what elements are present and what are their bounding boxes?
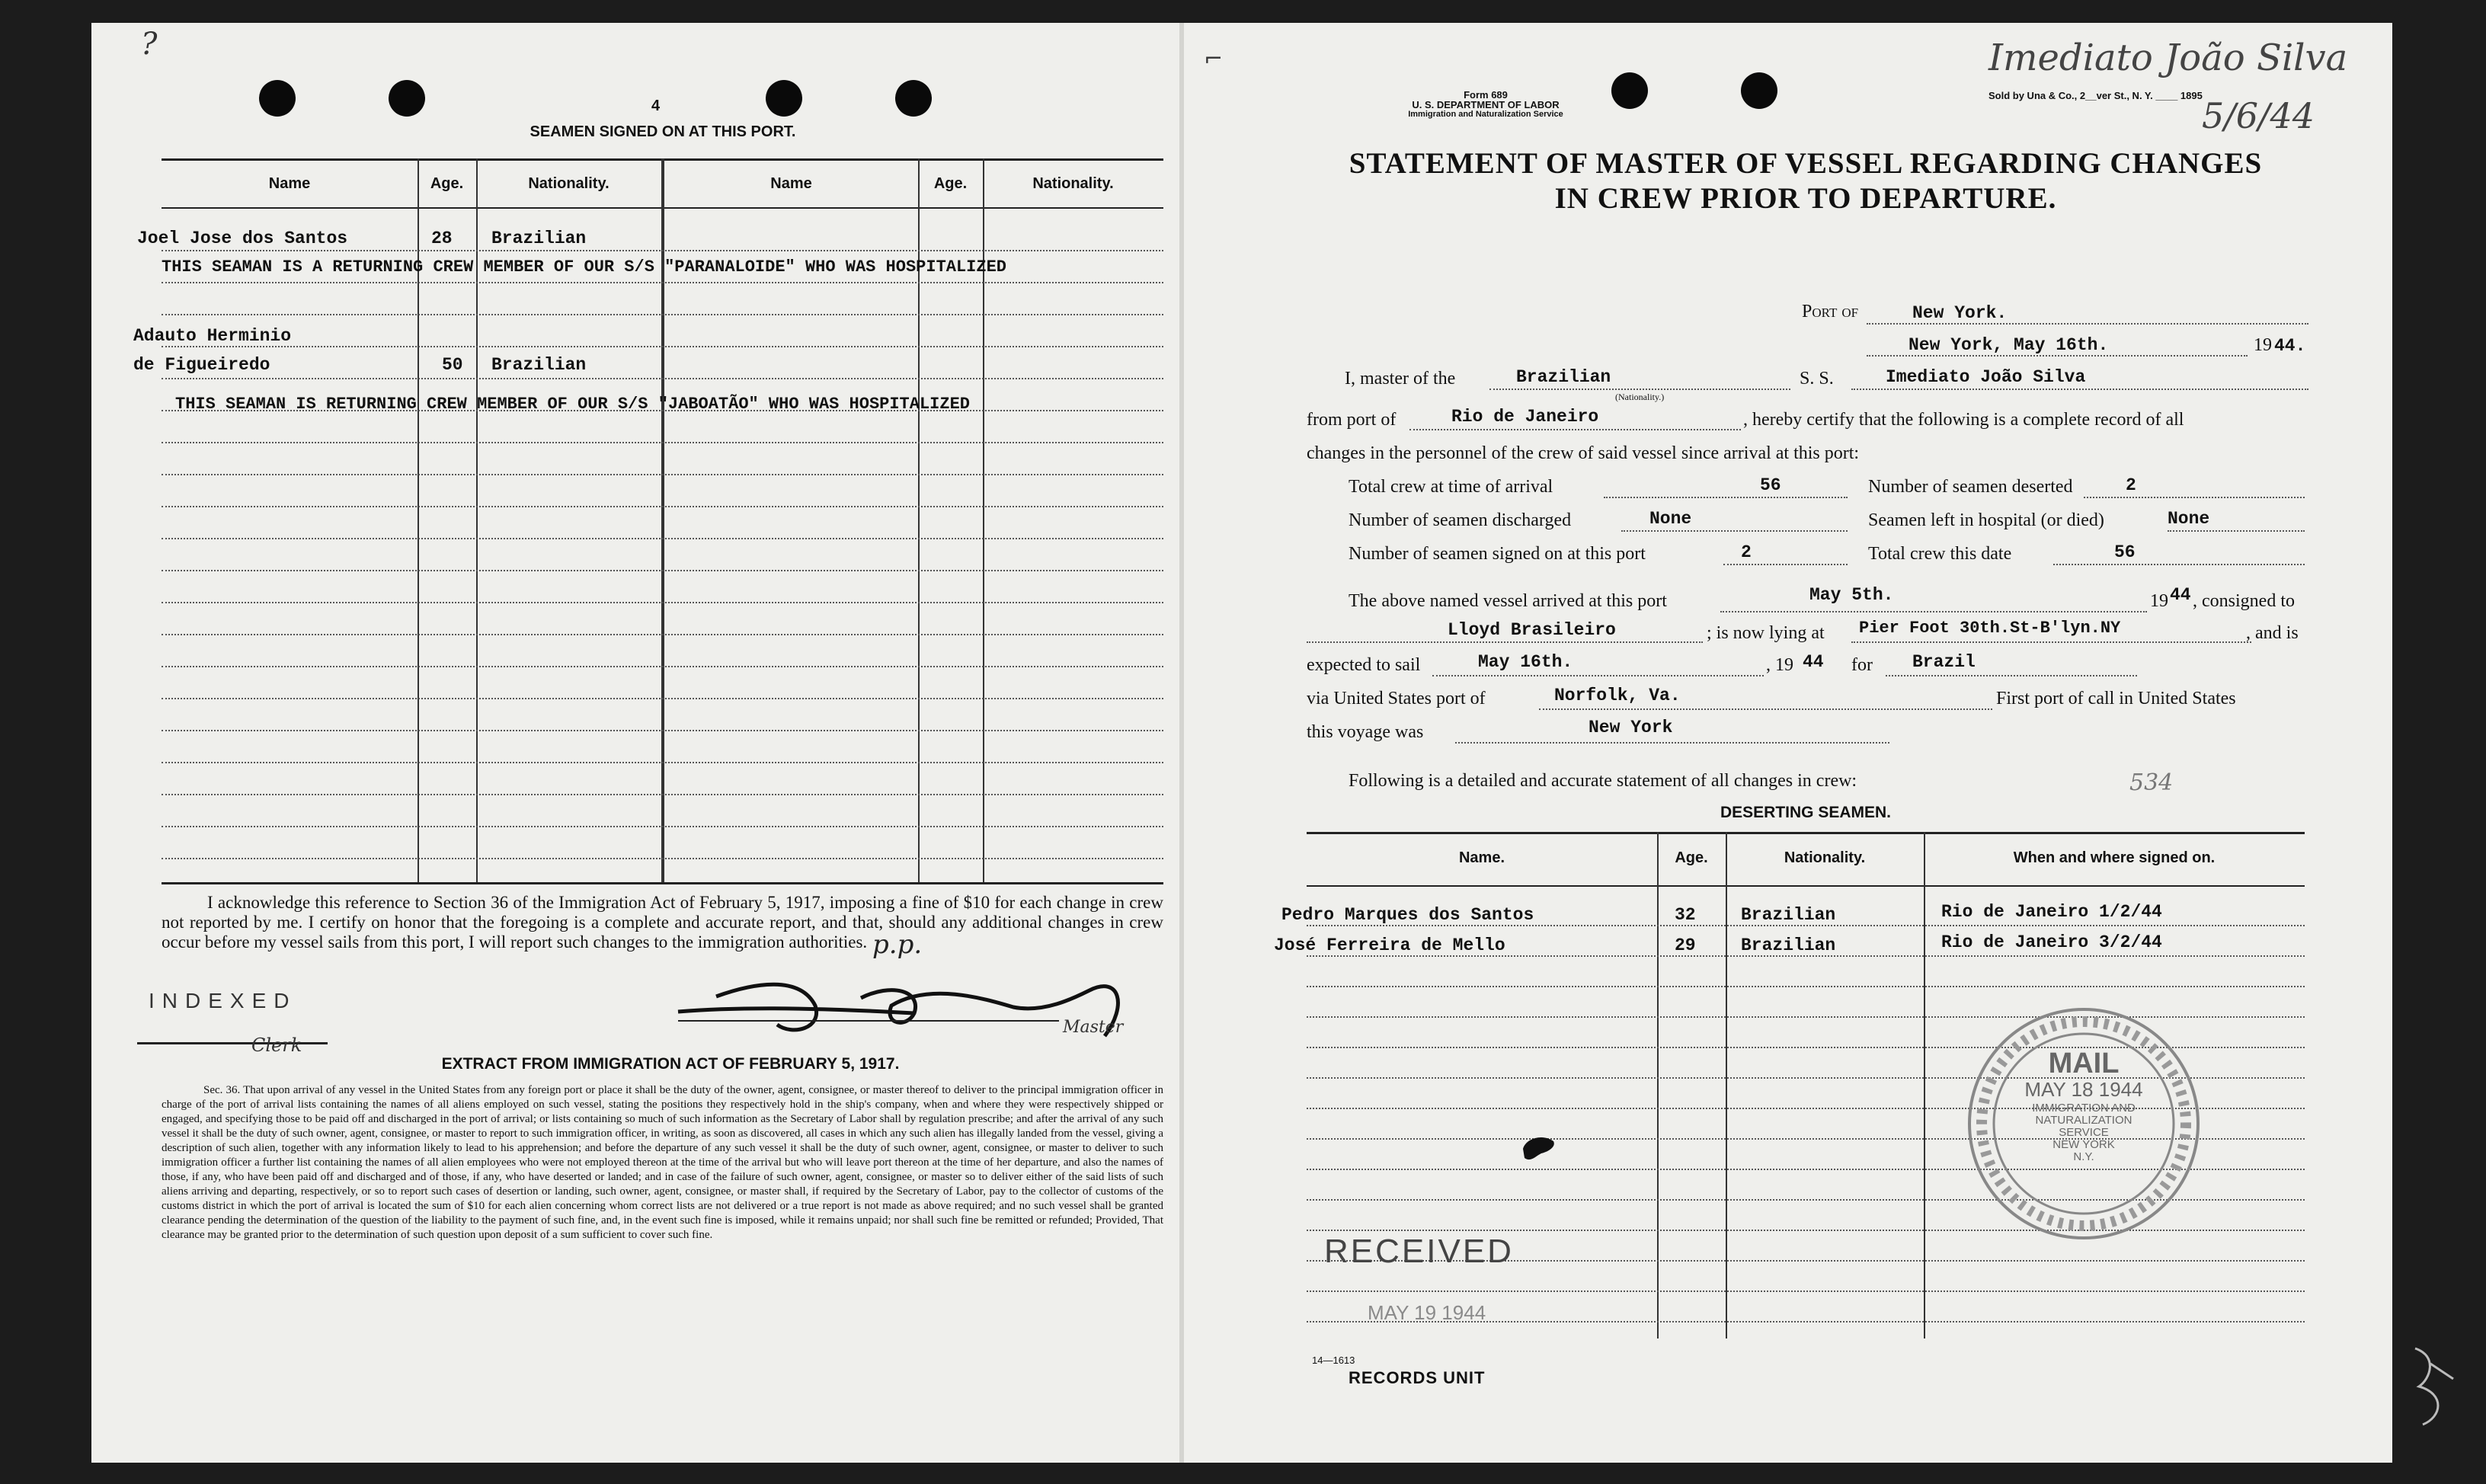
voyage-value: New York — [1589, 718, 1673, 737]
signed-on-note: THIS SEAMAN IS A RETURNING CREW MEMBER OF OUR S/S "PARANALOIDE" WHO WAS HOSPITALIZED — [162, 257, 1006, 277]
signed-on-nationality: Brazilian — [491, 229, 587, 248]
form-header — [1379, 90, 1592, 120]
col-header-age: Age. — [430, 175, 464, 192]
handwritten-date: 5/6/44 — [2202, 95, 2315, 136]
deserter-age: 32 — [1675, 905, 1696, 925]
section-title: SEAMEN SIGNED ON AT THIS PORT. — [530, 123, 796, 140]
punch-hole — [259, 80, 296, 117]
punch-hole — [389, 80, 425, 117]
total-crew-arrival-value: 56 — [1760, 475, 1781, 495]
punch-hole — [895, 80, 932, 117]
table-bottom-rule — [162, 882, 1163, 884]
arrived-year-prefix: 19 — [2150, 591, 2168, 611]
master-label: Master — [1063, 1018, 1124, 1037]
port-line — [1867, 323, 2308, 325]
deserting-header-age: Age. — [1675, 849, 1708, 866]
ss-label: S. S. — [1800, 369, 1834, 389]
from-port-line — [1409, 429, 1741, 430]
col-header-name: Name — [268, 175, 311, 192]
col-header-age-2: Age. — [933, 175, 968, 192]
footer-code: 14—1613 — [1312, 1354, 1355, 1366]
lying-value: Pier Foot 30th.St-B'lyn.NY — [1859, 619, 2121, 638]
deserting-table-top — [1307, 832, 2305, 834]
count-line — [2084, 497, 2305, 498]
page-number: 4 — [651, 98, 661, 114]
mail-stamp-line: NEW YORK — [2052, 1138, 2115, 1151]
mail-stamp-title: MAIL — [2048, 1047, 2120, 1079]
deserter-signed-on: Rio de Janeiro 1/2/44 — [1941, 902, 2162, 922]
acknowledgment-text: I acknowledge this reference to Section 36 of the Immigration Act of February 5, 1917, imposing a fine of $10 for each change in crew not reported by me. I certify on honor that the foregoing is a complete and accurate report, and that, should any additional changes in crew occur before my vessel sails from this port, I will report such changes to the immigration authorities. — [162, 893, 1163, 951]
deserter-nationality: Brazilian — [1741, 905, 1836, 925]
margin-note: 534 — [2129, 769, 2174, 796]
col-header-name-2: Name — [770, 175, 812, 192]
consigned-label: , consigned to — [2193, 591, 2295, 611]
deserting-header-nationality: Nationality. — [1784, 849, 1866, 866]
deserting-table-header-rule — [1307, 885, 2305, 887]
mail-stamp-line: IMMIGRATION AND — [2032, 1102, 2136, 1115]
year-prefix: 19 — [2254, 335, 2272, 355]
signed-on-name: Joel Jose dos Santos — [137, 229, 348, 248]
received-date: MAY 19 1944 — [1368, 1301, 1486, 1324]
deserter-nationality: Brazilian — [1741, 935, 1836, 955]
mail-stamp — [1962, 1002, 2206, 1246]
col-divider — [1924, 832, 1925, 1338]
hospital-value: None — [2168, 509, 2210, 529]
punch-hole — [1611, 72, 1648, 109]
mail-stamp-line: SERVICE — [2059, 1126, 2109, 1139]
mail-stamp-lines — [1962, 1102, 2206, 1163]
extract-section: Sec. 36. — [203, 1084, 241, 1096]
expected-label: expected to sail — [1307, 655, 1421, 675]
signed-on-age: 50 — [442, 355, 463, 375]
arrived-value: May 5th. — [1809, 585, 1894, 605]
first-port-label: First port of call in United States — [1996, 689, 2236, 708]
count-line — [1621, 530, 1848, 532]
nationality-value: Brazilian — [1516, 367, 1611, 387]
punch-hole — [1741, 72, 1777, 109]
deserting-header-signed-on: When and where signed on. — [2013, 849, 2216, 866]
via-value: Norfolk, Va. — [1554, 686, 1681, 705]
vessel-name: Imediato João Silva — [1886, 367, 2086, 387]
port-label: Port of — [1802, 302, 1859, 321]
voyage-label: this voyage was — [1307, 722, 1424, 742]
extract-text — [162, 1083, 1163, 1243]
form-number: Form 689 — [1464, 89, 1508, 101]
extract-body: That upon arrival of any vessel in the United States from any foreign port or place it shall be the duty of the owner, agent, consignee, or master thereof to deliver to the principal immigration officer in charge of the port of arrival lists containing the names of all aliens employed on such vessel, stating the positions they respectively hold in the ship's company, when and where they were respectively shipped or engaged, and specifying those to be paid off and discharged in the port of arrival; or lists containing so much of such information as the Secretary of Labor shall by regulation prescribe; and after the arrival of any such vessel it shall be the duty of such owner, agent, consignee, or master to report to such immigration officer, in writing, as soon as discovered, all cases in which any such alien has illegally landed from the vessel, giving a description of such alien, together with any information likely to lead to his apprehension; and before the departure of any such vessel it shall be the duty of such owner, agent, consignee, or master to deliver to such immigration officer a further list containing the names of all alien employees who were not employed thereon at the time of the arrival but who will leave port thereon at the time of her departure, and also the names of those, if any, who have been paid off and discharged and of those, if any, who have deserted or landed; and in case of the failure of such owner, agent, consignee, or master so to deliver either of the said lists of such aliens arriving and departing, respectively, or so to report such cases of desertion or landing, such owner, agent, consignee, or master shall, if required by the Secretary of Labor, pay to the collector of customs of the customs district in which the port of arrival is located the sum of $10 for each alien concerning whom correct lists are not delivered or a true report is not made as above required; and no such vessel shall be granted clearance pending the determination of the question of the liability to the payment of such fine, and, in the event such fine is imposed, while it remains unpaid; nor shall such fine be remitted or refunded; Provided, That clearance may be granted prior to the determination of such question upon deposit of a sum sufficient to cover such fine. — [162, 1084, 1163, 1241]
consignee-line — [1307, 641, 1703, 643]
total-crew-arrival-label: Total crew at time of arrival — [1349, 477, 1553, 497]
certify-text: , hereby certify that the following is a complete record of all — [1743, 410, 2184, 430]
count-line — [1604, 497, 1848, 498]
signed-on-label: Number of seamen signed on at this port — [1349, 544, 1646, 564]
via-line — [1539, 708, 1992, 710]
hospital-label: Seamen left in hospital (or died) — [1868, 510, 2104, 530]
pencil-mark: ⌐ — [1204, 46, 1224, 72]
lying-label: ; is now lying at — [1707, 623, 1825, 643]
for-label: for — [1851, 655, 1873, 675]
signed-on-age: 28 — [431, 229, 453, 248]
deserted-value: 2 — [2126, 475, 2136, 495]
from-port-label: from port of — [1307, 410, 1397, 430]
vessel-line — [1851, 389, 2308, 390]
consignee-value: Lloyd Brasileiro — [1448, 620, 1616, 640]
page-gutter — [1179, 23, 1184, 1463]
corner-mark: ? — [141, 27, 158, 62]
punch-hole — [766, 80, 802, 117]
deserting-header-name: Name. — [1458, 849, 1505, 866]
margin-scribble — [2400, 1333, 2468, 1440]
department: U. S. DEPARTMENT OF LABOR — [1412, 99, 1560, 110]
deserter-name: José Ferreira de Mello — [1274, 935, 1505, 955]
count-line — [2053, 564, 2305, 565]
records-unit: RECORDS UNIT — [1349, 1368, 1486, 1387]
total-crew-date-label: Total crew this date — [1868, 544, 2012, 564]
via-label: via United States port of — [1307, 689, 1486, 708]
and-is-label: , and is — [2246, 623, 2299, 643]
signature-initials: p.p. — [872, 929, 923, 960]
deserting-title: DESERTING SEAMEN. — [1720, 804, 1892, 821]
date-line — [1867, 355, 2248, 357]
year-value: 44. — [2274, 336, 2306, 356]
received-stamp: RECEIVED — [1324, 1233, 1514, 1270]
ink-blot — [1520, 1134, 1558, 1164]
mail-stamp-line: NATURALIZATION — [2035, 1114, 2132, 1127]
following-text: Following is a detailed and accurate statement of all changes in crew: — [1349, 771, 1857, 791]
col-divider — [1726, 832, 1727, 1338]
col-divider — [1657, 832, 1659, 1338]
title-line-2: IN CREW PRIOR TO DEPARTURE. — [1554, 182, 2057, 215]
nationality-caption: (Nationality.) — [1615, 392, 1665, 402]
count-line — [2168, 530, 2305, 532]
discharged-value: None — [1649, 509, 1692, 529]
sold-by: Sold by Una & Co., 2__ver St., N. Y. ____ 1895 — [1988, 90, 2203, 101]
port-value: New York. — [1912, 303, 2008, 323]
signed-on-name: de Figueiredo — [133, 355, 270, 375]
discharged-label: Number of seamen discharged — [1349, 510, 1572, 530]
signed-on-nationality: Brazilian — [491, 355, 587, 375]
deserter-age: 29 — [1675, 935, 1696, 955]
handwritten-vessel-name: Imediato João Silva — [1988, 37, 2348, 79]
nationality-line — [1489, 389, 1790, 390]
deserter-name: Pedro Marques dos Santos — [1281, 905, 1534, 925]
arrived-line — [1720, 611, 2147, 612]
expected-year-prefix-text: 19 — [1775, 655, 1793, 675]
total-crew-date-value: 56 — [2114, 542, 2136, 562]
mail-stamp-line: N.Y. — [2073, 1150, 2094, 1163]
deserted-label: Number of seamen deserted — [1868, 477, 2073, 497]
form-title — [1295, 146, 2316, 216]
changes-text: changes in the personnel of the crew of said vessel since arrival at this port: — [1307, 443, 1860, 463]
signed-on-value: 2 — [1741, 542, 1752, 562]
expected-line — [1432, 675, 1764, 676]
col-header-nationality: Nationality. — [528, 175, 610, 192]
mail-stamp-date: MAY 18 1944 — [2024, 1078, 2143, 1101]
extract-title: EXTRACT FROM IMMIGRATION ACT OF FEBRUARY 5, 1917. — [441, 1055, 900, 1073]
expected-year-prefix: , 19 — [1766, 655, 1793, 675]
destination-value: Brazil — [1912, 652, 1976, 672]
expected-year-value: 44 — [1803, 652, 1824, 672]
col-header-nationality-2: Nationality. — [1032, 175, 1114, 192]
indexed-stamp: INDEXED — [149, 989, 297, 1012]
title-line-1: STATEMENT OF MASTER OF VESSEL REGARDING CHANGES — [1349, 147, 2263, 180]
arrived-year-value: 44 — [2170, 585, 2191, 605]
expected-value: May 16th. — [1478, 652, 1573, 672]
arrived-label: The above named vessel arrived at this port — [1349, 591, 1667, 611]
signed-on-name: Adauto Herminio — [133, 326, 292, 346]
destination-line — [1886, 675, 2137, 676]
count-line — [1723, 564, 1848, 565]
voyage-line — [1455, 742, 1889, 744]
master-signature — [663, 952, 1181, 1059]
service: Immigration and Naturalization Service — [1408, 110, 1563, 119]
deserter-signed-on: Rio de Janeiro 3/2/44 — [1941, 932, 2162, 952]
date-value: New York, May 16th. — [1908, 335, 2109, 355]
clerk-label: Clerk — [251, 1035, 302, 1056]
signed-on-note: THIS SEAMAN IS RETURNING CREW MEMBER OF OUR S/S "JABOATÃO" WHO WAS HOSPITALIZED — [175, 395, 970, 414]
master-of-label: I, master of the — [1345, 369, 1456, 389]
from-port-value: Rio de Janeiro — [1451, 407, 1599, 427]
lying-line — [1851, 641, 2251, 643]
